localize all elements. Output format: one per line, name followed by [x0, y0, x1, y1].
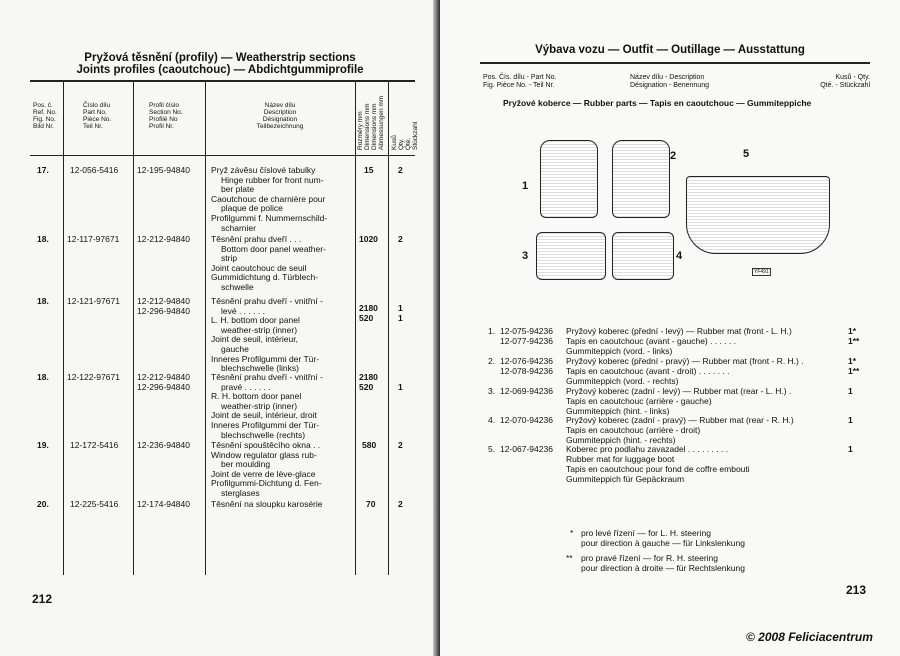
item-part-no: 12-075-94236	[500, 326, 553, 336]
col-divider	[205, 80, 206, 575]
item-description: Tapis en caoutchouc pour fond de coffre embouti	[566, 464, 750, 474]
item-part-no: 12-069-94236	[500, 386, 553, 396]
row-profile-no: 12-195-94840	[137, 165, 190, 175]
item-description: Gummiteppich (hint. - rechts)	[566, 435, 676, 445]
row-qty: 1	[398, 382, 403, 392]
item-part-no: 12-077-94236	[500, 336, 553, 346]
item-qty: 1	[848, 444, 853, 454]
item-description: Koberec pro podlahu zavazadel . . . . . . . . .	[566, 444, 729, 454]
item-qty: 1*	[848, 356, 857, 366]
left-page	[0, 0, 440, 656]
row-dimension: 70	[366, 499, 376, 509]
item-part-no: 12-076-94236	[500, 356, 553, 366]
left-title-line1: Pryžová těsnění (profily) — Weatherstrip sections	[84, 52, 356, 64]
column-header-qty: Kusů - Qty. Qté. - Stückzahl	[820, 74, 870, 89]
row-pos: 17.	[37, 165, 49, 175]
item-number: 3.	[488, 386, 496, 396]
left-title-line2: Joints profiles (caoutchouc) — Abdichtgummiprofile	[76, 64, 364, 76]
column-header-part: Pos. Čís. dílu - Part No. Fig. Pièce No. - Teil Nr.	[483, 74, 557, 89]
header-profile: Profil číslo Section No. Profilé No Profil Nr.	[149, 102, 183, 130]
header-qty: Kusů Qty. Qté. Stückzahl	[391, 121, 419, 150]
row-profile-no: 12-296-94840	[137, 382, 190, 392]
row-part-no: 12-172-5416	[70, 440, 119, 450]
row-pos: 18.	[37, 234, 49, 244]
row-profile-no: 12-296-94840	[137, 306, 190, 316]
col-divider	[63, 80, 64, 575]
item-description: Pryžový koberec (zadní - pravý) — Rubber mat (rear - R. H.)	[566, 415, 794, 425]
row-qty: 1	[398, 303, 403, 313]
item-number: 2.	[488, 356, 496, 366]
footnote-text: pour direction à gauche — für Linkslenkung	[581, 538, 745, 548]
row-pos: 18.	[37, 296, 49, 306]
row-pos: 19.	[37, 440, 49, 450]
callout-4: 4	[676, 250, 683, 262]
row-part-no: 12-056-5416	[70, 165, 119, 175]
copyright: © 2008 Feliciacentrum	[746, 630, 873, 644]
rear-right-mat-drawing	[612, 232, 674, 280]
row-dimension: 520	[359, 382, 374, 392]
row-profile-no: 12-212-94840	[137, 234, 190, 244]
row-qty: 2	[398, 440, 403, 450]
item-number: 5.	[488, 444, 496, 454]
figure-code: YF491	[754, 269, 769, 275]
item-part-no: 12-078-94236	[500, 366, 553, 376]
item-description: Pryžový koberec (zadní - levý) — Rubber mat (rear - L. H.) .	[566, 386, 792, 396]
column-header-description: Název dílu - Description Désignation - Benennung	[630, 74, 710, 89]
row-part-no: 12-117-97671	[67, 234, 120, 244]
row-dimension: 520	[359, 313, 374, 323]
row-dimension: 15	[364, 165, 374, 175]
table-top-rule	[30, 80, 415, 82]
row-name: Těsnění spouštěcího okna . . Window regulator glass rub- ber moulding Joint de verre de lève-glace Profilgummi-Dichtung d. Fen- sterglases	[211, 440, 322, 498]
row-name: Těsnění prahu dveří . . . Bottom door panel weather- strip Joint caoutchouc de seuil Gummidichtung d. Türblech- schwelle	[211, 234, 326, 292]
row-name: Těsnění prahu dveří - vnitřní - levé . . . . . . L. H. bottom door panel weather-strip (inner) Joint de seuil, intérieur, gauche Inneres Profilgummi der Tür- blechschwelle (links)	[211, 296, 323, 374]
row-dimension: 2180	[359, 303, 378, 313]
row-qty: 1	[398, 313, 403, 323]
header-part: Číslo dílu Part No. Pièce No. Teil Nr.	[83, 102, 112, 130]
callout-2: 2	[670, 150, 677, 162]
item-part-no: 12-070-94236	[500, 415, 553, 425]
row-pos: 20.	[37, 499, 49, 509]
row-profile-no: 12-236-94840	[137, 440, 190, 450]
item-description: Tapis en caoutchouc (arrière - droit)	[566, 425, 701, 435]
item-qty: 1*	[848, 326, 857, 336]
item-description: Rubber mat for luggage boot	[566, 454, 675, 464]
row-qty: 2	[398, 234, 403, 244]
col-divider	[133, 80, 134, 575]
row-part-no: 12-121-97671	[67, 296, 120, 306]
item-qty: 1**	[848, 336, 860, 346]
item-qty: 1**	[848, 366, 860, 376]
page-number: 212	[32, 592, 53, 606]
row-dimension: 2180	[359, 372, 378, 382]
right-page	[440, 0, 900, 656]
item-number: 4.	[488, 415, 496, 425]
item-description: Pryžový koberec (přední - pravý) — Rubber mat (front - R. H.) .	[566, 356, 804, 366]
callout-1: 1	[522, 180, 529, 192]
footnote-text: pour direction à droite — für Rechtslenkung	[581, 563, 745, 573]
item-description: Gummiteppich (vord. - links)	[566, 346, 673, 356]
item-qty: 1	[848, 415, 853, 425]
section-title: Pryžové koberce — Rubber parts — Tapis en caoutchouc — Gummiteppiche	[503, 98, 812, 108]
page-number: 213	[846, 583, 867, 597]
item-description: Gummiteppich (hint. - links)	[566, 406, 670, 416]
item-description: Pryžový koberec (přední - levý) — Rubber mat (front - L. H.)	[566, 326, 792, 336]
front-left-mat-drawing	[540, 140, 598, 218]
luggage-boot-mat-drawing	[686, 176, 830, 254]
footnote-text: pro levé řízení — for L. H. steering	[581, 528, 711, 538]
row-qty: 2	[398, 165, 403, 175]
row-part-no: 12-225-5416	[70, 499, 119, 509]
item-description: Tapis en caoutchouc (avant - gauche) . . . . . .	[566, 336, 737, 346]
header-dims: Rozměry mm Dimensions mm Dimensions mm Abmessungen mm	[357, 95, 385, 150]
item-description: Tapis en caoutchouc (avant - droit) . . . . . . .	[566, 366, 730, 376]
row-profile-no: 12-212-94840	[137, 296, 190, 306]
item-part-no: 12-067-94236	[500, 444, 553, 454]
item-description: Gummiteppich für Gepäckraum	[566, 474, 685, 484]
item-description: Gummiteppich (vord. - rechts)	[566, 376, 679, 386]
row-name: Pryž závěsu číslové tabulky Hinge rubber for front num- ber plate Caoutchouc de charnière pour plaque de police Profilgummi f. Nummernschild- scharnier	[211, 165, 328, 233]
footnote-mark: *	[570, 528, 574, 538]
row-profile-no: 12-174-94840	[137, 499, 190, 509]
item-qty: 1	[848, 386, 853, 396]
row-part-no: 12-122-97671	[67, 372, 120, 382]
table-header-rule	[30, 155, 415, 156]
right-title: Výbava vozu — Outfit — Outillage — Ausstattung	[535, 44, 805, 56]
footnote-mark: **	[566, 553, 573, 563]
front-right-mat-drawing	[612, 140, 670, 218]
col-divider	[388, 80, 389, 575]
row-dimension: 1020	[359, 234, 378, 244]
row-name: Těsnění prahu dveří - vnitřní - pravé . . . . . . R. H. bottom door panel weather-strip (inner) Joint de seuil, intérieur, droit Inneres Profilgummi der Tür- blechschwelle (rechts)	[211, 372, 323, 440]
header-pos: Pos. č. Ref. No. Fig. No. Bild Nr.	[33, 102, 57, 130]
row-qty: 2	[398, 499, 403, 509]
title-rule	[480, 62, 870, 64]
row-pos: 18.	[37, 372, 49, 382]
callout-3: 3	[522, 250, 529, 262]
item-number: 1.	[488, 326, 496, 336]
row-profile-no: 12-212-94840	[137, 372, 190, 382]
rear-left-mat-drawing	[536, 232, 606, 280]
row-name: Těsnění na sloupku karosérie	[211, 499, 323, 509]
row-dimension: 580	[362, 440, 377, 450]
header-name: Název dílu Description Désignation Teilbezeichnung	[256, 102, 304, 130]
col-divider	[355, 80, 356, 575]
footnote-text: pro pravé řízení — for R. H. steering	[581, 553, 718, 563]
item-description: Tapis en caoutchouc (arrière - gauche)	[566, 396, 712, 406]
callout-5: 5	[743, 148, 750, 160]
